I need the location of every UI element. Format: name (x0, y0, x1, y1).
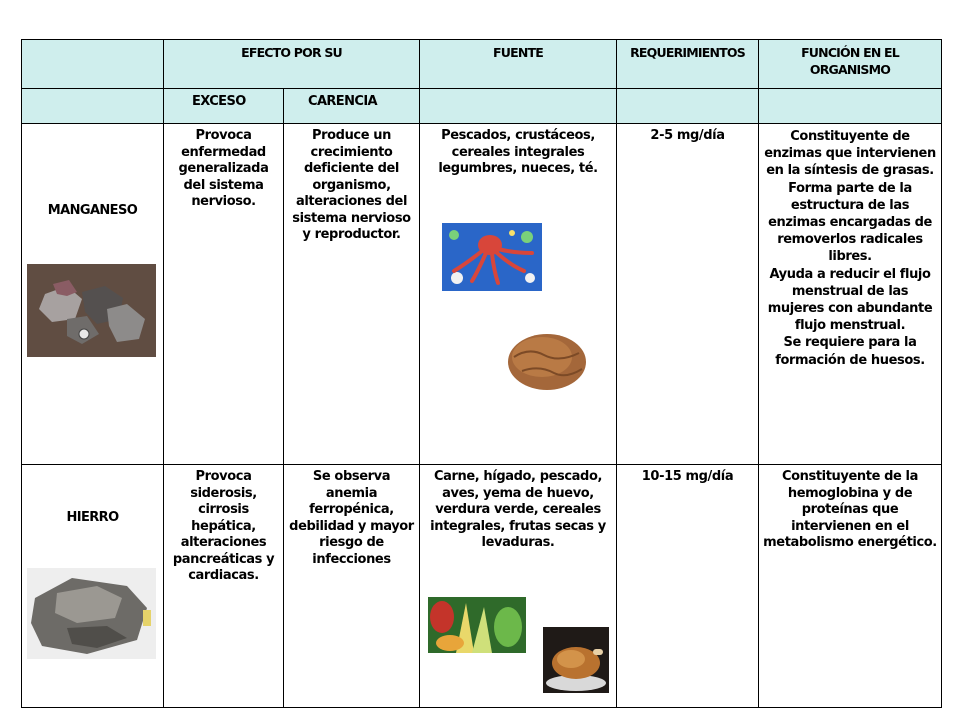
fuente-cell (420, 465, 617, 708)
walnut-icon (504, 327, 590, 395)
carencia-cell (284, 465, 420, 708)
exceso-text: Provoca siderosis, cirrosis hepática, alteraciones pancreáticas y cardiacas. (172, 469, 275, 583)
header-blank-cell (22, 40, 164, 89)
subheader-carencia (284, 89, 420, 124)
subheader-blank-funcion (759, 89, 942, 124)
requerimientos-text: 2-5 mg/día (650, 128, 725, 143)
carencia-text: Se observa anemia ferropénica, debilidad y mayor riesgo de infecciones (289, 469, 414, 567)
fuente-text: Pescados, crustáceos, cereales integrales legumbres, nueces, té. (438, 128, 598, 176)
header-funcion-text: FUNCIÓN EN EL ORGANISMO (801, 45, 899, 77)
header-fuente-text: FUENTE (493, 45, 543, 60)
header-funcion (759, 40, 942, 89)
table-row (22, 124, 942, 465)
subheader-blank-fuente (420, 89, 617, 124)
funcion-cell (759, 465, 942, 708)
funcion-text: Constituyente de la hemoglobina y de proteínas que intervienen en el metabolismo energético. (763, 469, 937, 550)
subheader-blank-cell (22, 89, 164, 124)
minerals-table (21, 39, 942, 708)
header-efecto-text: EFECTO POR SU (241, 45, 342, 60)
roast-chicken-icon (543, 627, 609, 693)
fuente-text: Carne, hígado, pescado, aves, yema de huevo, verdura verde, cereales integrales, frutas secas y levaduras. (430, 469, 606, 550)
mineral-name: HIERRO (66, 510, 119, 525)
carencia-cell (284, 124, 420, 465)
requerimientos-text: 10-15 mg/día (641, 469, 734, 484)
header-requerimientos-text: REQUERIMIENTOS (630, 45, 745, 60)
mineral-name: MANGANESO (47, 203, 138, 218)
requerimientos-cell (617, 465, 759, 708)
manganese-rock-icon (27, 264, 156, 357)
funcion-text: Constituyente de enzimas que intervienen en la síntesis de grasas. Forma parte de la estructura de las enzimas encargadas de removerlos radicales libres. Ayuda a reducir el flujo menstrual de las mujeres con abundante flujo menstrual. Se requiere para la formación de huesos. (764, 129, 936, 368)
subheader-exceso-text: EXCESO (192, 94, 246, 109)
mineral-cell (22, 124, 164, 465)
carencia-text: Produce un crecimiento deficiente del organismo, alteraciones del sistema nervioso y reproductor. (292, 128, 411, 242)
header-efecto (164, 40, 420, 89)
iron-rock-icon (27, 568, 156, 659)
subheader-blank-requerimientos (617, 89, 759, 124)
fuente-cell (420, 124, 617, 465)
table-row (22, 465, 942, 708)
funcion-cell (759, 124, 942, 465)
subheader-exceso (164, 89, 284, 124)
vegetables-icon (428, 597, 526, 653)
requerimientos-cell (617, 124, 759, 465)
mineral-cell (22, 465, 164, 708)
exceso-text: Provoca enfermedad generalizada del sistema nervioso. (178, 128, 269, 209)
header-fuente (420, 40, 617, 89)
exceso-cell (164, 465, 284, 708)
octopus-icon (442, 223, 542, 291)
exceso-cell (164, 124, 284, 465)
subheader-carencia-text: CARENCIA (308, 94, 378, 109)
header-requerimientos (617, 40, 759, 89)
